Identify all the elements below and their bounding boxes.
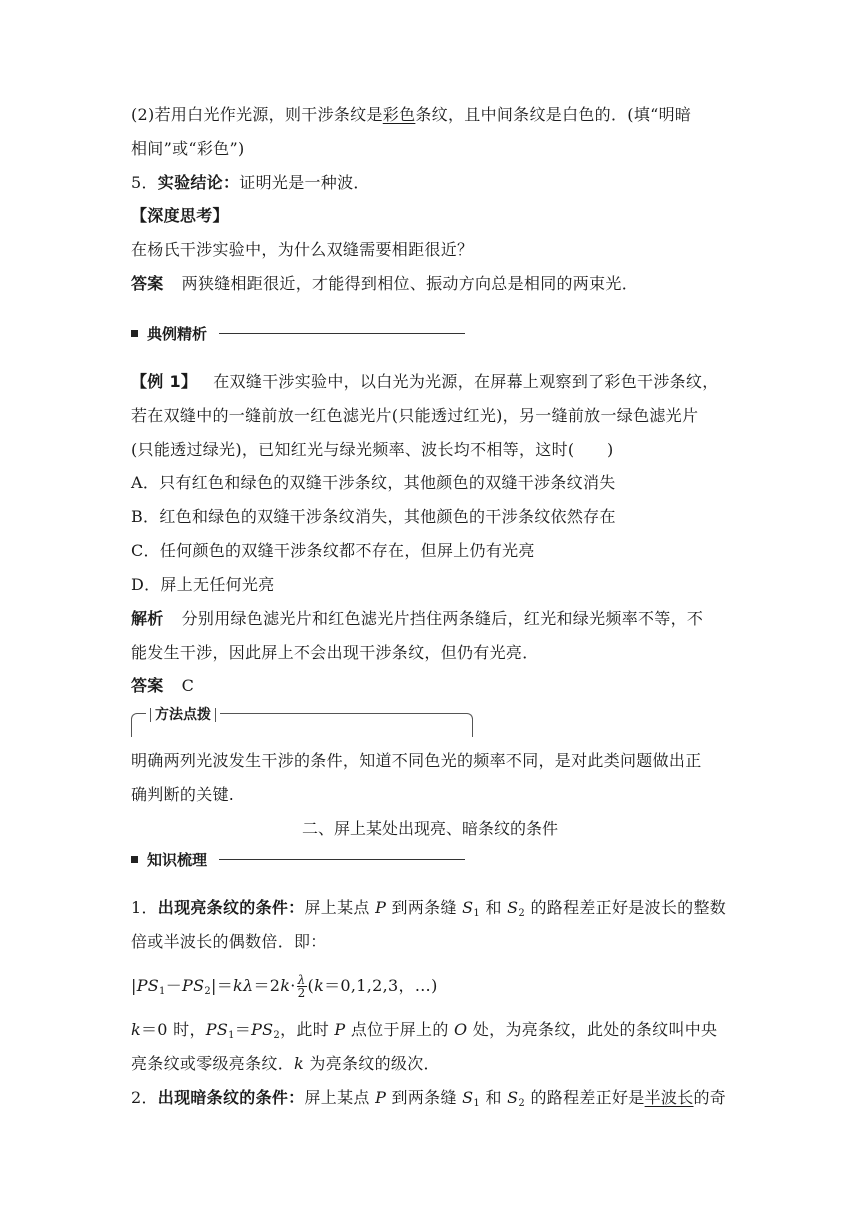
text: 屏上某点 [304, 1088, 376, 1107]
underlined-answer: 半波长 [644, 1088, 694, 1107]
text: 的路程差正好是波长的整数 [525, 898, 727, 917]
text: 条纹，且中间条纹是白色的．(填“明暗 [415, 105, 692, 124]
option-c: C．任何颜色的双缝干涉条纹都不存在，但屏上仍有光亮 [131, 541, 535, 560]
subscript: 1 [473, 908, 481, 919]
section-rule [219, 333, 465, 334]
paren: ( [307, 976, 315, 995]
section-title: 知识梳理 [147, 850, 208, 869]
bright-fringe-condition-line2: 倍或半波长的偶数倍．即： [131, 932, 327, 951]
var-s: S [462, 1088, 474, 1107]
subscript: 2 [518, 1098, 526, 1109]
abs-bar-equals: |＝ [211, 976, 234, 995]
deep-thinking-question: 在杨氏干涉实验中，为什么双缝需要相距很近？ [131, 240, 474, 259]
answer-label: 答案 [131, 274, 164, 293]
var-k: k [280, 976, 291, 995]
analysis-text: 分别用绿色滤光片和红色滤光片挡住两条缝后，红光和绿光频率不等，不 [181, 609, 704, 628]
square-bullet-icon [131, 856, 138, 863]
answer-value: C [181, 676, 195, 695]
var-k: k [314, 976, 325, 995]
subscript: 2 [273, 1030, 281, 1041]
paragraph-white-light-line2: 相间”或“彩色”) [131, 139, 245, 158]
item-text: 证明光是一种波． [239, 173, 370, 192]
square-bullet-icon [131, 330, 138, 337]
item-number: 5． [131, 173, 158, 192]
text: (2)若用白光作光源，则干涉条纹是 [131, 105, 383, 124]
var-s: S [507, 1088, 519, 1107]
var-ps: PS [182, 976, 205, 995]
example-line2: 若在双缝中的一缝前放一红色滤光片(只能透过红光)，另一缝前放一绿色滤光片 [131, 406, 699, 425]
var-o: O [454, 1020, 468, 1039]
section-title: 典例精析 [147, 324, 208, 343]
text: 的路程差正好是 [525, 1088, 645, 1107]
equals: ＝ [234, 1020, 252, 1039]
answer-label: 答案 [131, 676, 164, 695]
subscript: 1 [473, 1098, 481, 1109]
var-s: S [507, 898, 519, 917]
var-k: k [233, 976, 244, 995]
text: 到两条缝 [386, 1088, 463, 1107]
answer-text: 两狭缝相距很近，才能得到相位、振动方向总是相同的两束光． [181, 274, 639, 293]
example-text: 在双缝干涉实验中，以白光为光源，在屏幕上观察到了彩色干涉条纹， [213, 372, 719, 391]
fraction-numerator: λ [297, 973, 306, 987]
analysis-label: 解析 [131, 609, 164, 628]
deep-thinking-title: 【深度思考】 [131, 206, 229, 225]
text: 处，为亮条纹，此处的条纹叫中央 [467, 1020, 718, 1039]
var-ps: PS [136, 976, 160, 995]
analysis-line2: 能发生干涉，因此屏上不会出现干涉条纹，但仍有光亮． [131, 643, 539, 662]
option-d: D．屏上无任何光亮 [131, 575, 275, 594]
subscript: 2 [204, 986, 212, 997]
item-number: 1． [131, 898, 158, 917]
section-heading-2: 二、屏上某处出现亮、暗条纹的条件 [301, 819, 558, 838]
option-a: A．只有红色和绿色的双缝干涉条纹，其他颜色的双缝干涉条纹消失 [131, 473, 616, 492]
section-rule [219, 859, 465, 860]
abs-bar: | [131, 976, 137, 995]
experiment-conclusion [131, 172, 741, 194]
text: 和 [480, 1088, 508, 1107]
deep-thinking-answer [131, 273, 741, 295]
var-p: P [334, 1020, 346, 1039]
example-line1 [131, 371, 741, 393]
zero-order-paragraph [131, 1019, 741, 1041]
text: 亮条纹或零级亮条纹． [131, 1054, 295, 1073]
bright-fringe-formula [131, 969, 741, 1003]
item-label: 出现亮条纹的条件： [157, 898, 305, 917]
subscript: 2 [518, 908, 526, 919]
subscript: 1 [159, 986, 166, 997]
example-line3: (只能透过绿光)，已知红光与绿光频率、波长均不相等，这时( ) [131, 440, 614, 459]
underlined-answer: 彩色 [382, 105, 416, 124]
zero-order-paragraph-line2 [131, 1053, 741, 1075]
fraction-denominator: 2 [297, 986, 306, 1000]
k-values: ＝0,1,2,3，…) [324, 976, 438, 995]
analysis-line1 [131, 608, 741, 630]
text: 点位于屏上的 [345, 1020, 455, 1039]
subscript: 1 [228, 1030, 235, 1041]
var-p: P [375, 1088, 387, 1107]
example-answer [131, 675, 741, 697]
var-lambda: λ [243, 976, 254, 995]
var-ps: PS [251, 1020, 274, 1039]
dot: · [290, 976, 296, 995]
var-k: k [131, 1020, 141, 1039]
minus-sign: － [165, 976, 183, 995]
var-k: k [294, 1054, 305, 1073]
method-tip-line2: 确判断的关键. [131, 785, 235, 804]
paragraph-white-light [131, 104, 741, 126]
text: 为亮条纹的级次． [304, 1054, 440, 1073]
item-label: 实验结论： [157, 173, 240, 192]
item-label: 出现暗条纹的条件： [157, 1088, 305, 1107]
section-header-knowledge [131, 848, 465, 870]
text: 和 [480, 898, 508, 917]
var-s: S [462, 898, 474, 917]
example-label: 【例 1】 [131, 372, 198, 391]
fraction-lambda-over-2 [297, 974, 307, 999]
option-b: B．红色和绿色的双缝干涉条纹消失，其他颜色的干涉条纹依然存在 [131, 507, 616, 526]
dark-fringe-condition [131, 1087, 741, 1109]
section-header-examples [131, 322, 465, 344]
text: 屏上某点 [304, 898, 376, 917]
text: 的奇 [693, 1088, 727, 1107]
method-tip-label: 方法点拨 [146, 704, 220, 724]
text: ＝0 时， [141, 1020, 206, 1039]
method-tip-line1: 明确两列光波发生干涉的条件，知道不同色光的频率不同，是对此类问题做出正 [131, 751, 702, 770]
var-ps: PS [205, 1020, 229, 1039]
item-number: 2． [131, 1088, 158, 1107]
method-tip-box [131, 707, 473, 737]
text: ，此时 [280, 1020, 335, 1039]
var-p: P [375, 898, 387, 917]
equals-2: ＝2 [253, 976, 281, 995]
bright-fringe-condition [131, 897, 741, 919]
text: 到两条缝 [386, 898, 463, 917]
